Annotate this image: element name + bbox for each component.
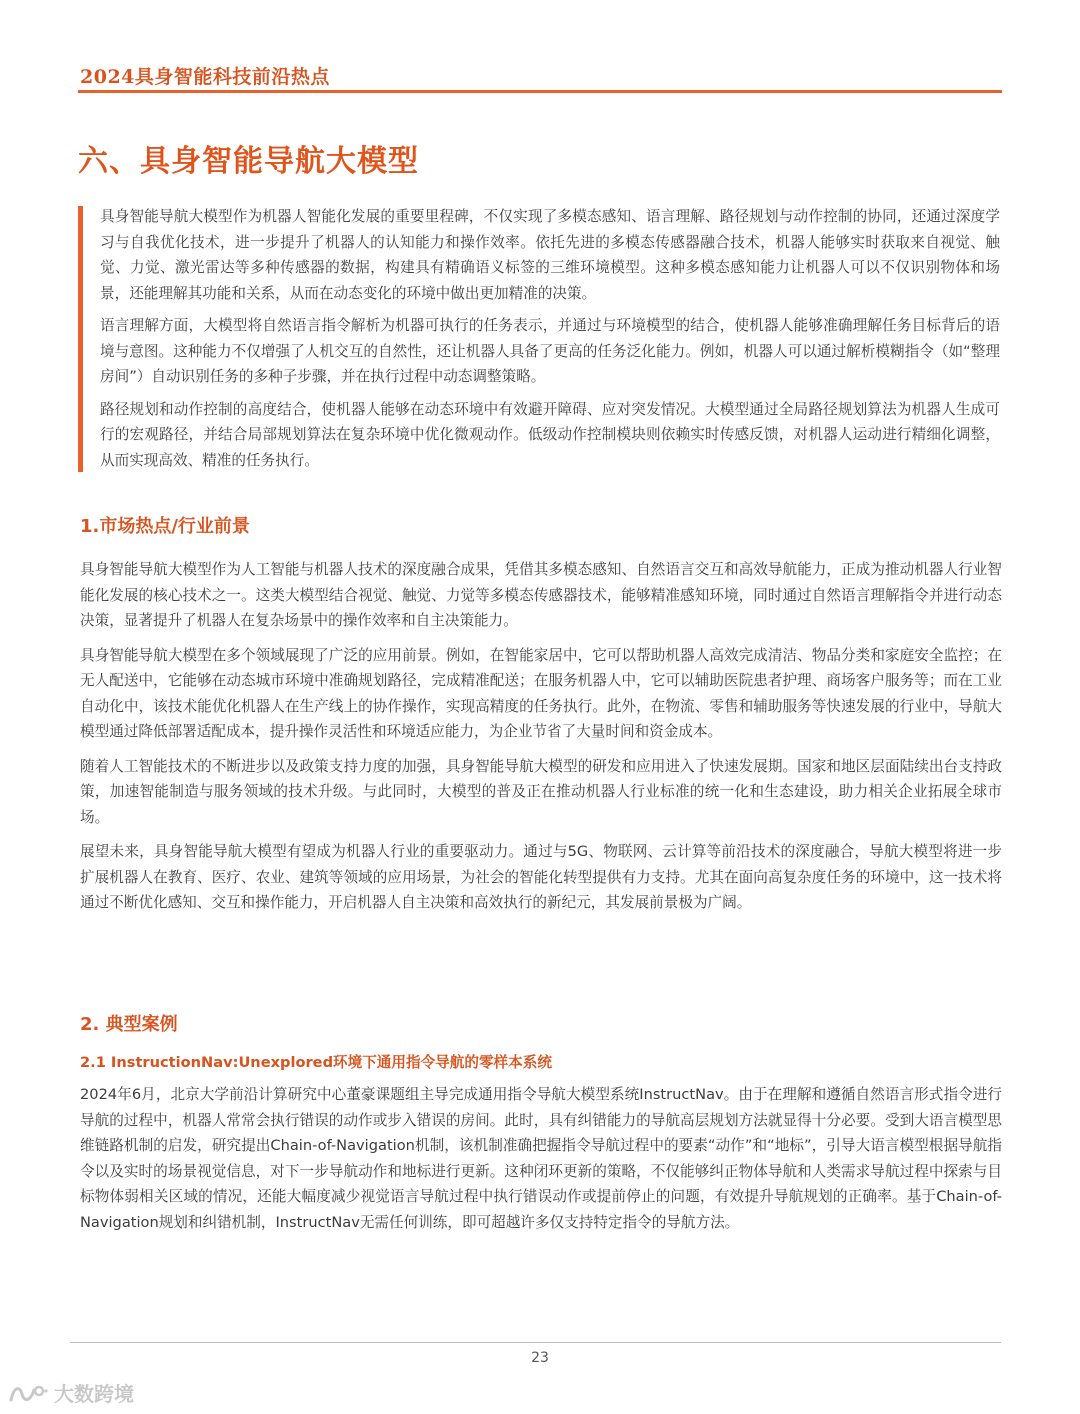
intro-paragraph: 路径规划和动作控制的高度结合，使机器人能够在动态环境中有效避开障碍、应对突发情况。大模型通过全局路径规划算法为机器人生成可行的宏观路径，并结合局部规划算法在复杂环境中优化微观动作。低级动作控制模块则依赖实时传感反馈，对机器人运动进行精细化调整，从而实现高效、精准的任务执行。: [100, 400, 1000, 469]
section-heading-market: 1.市场热点/行业前景: [80, 516, 250, 537]
watermark: [8, 1378, 134, 1407]
body-paragraph: 随着人工智能技术的不断进步以及政策支持力度的加强，具身智能导航大模型的研发和应用进入了快速发展期。国家和地区层面陆续出台支持政策，加速智能制造与服务领域的技术升级。与此同时，大模型的普及正在推动机器人行业标准的统一化和生态建设，助力相关企业拓展全球市场。: [80, 757, 1002, 826]
intro-paragraph: 具身智能导航大模型作为机器人智能化发展的重要里程碑，不仅实现了多模态感知、语言理解、路径规划与动作控制的协同，还通过深度学习与自我优化技术，进一步提升了机器人的认知能力和操作效率。依托先进的多模态传感器融合技术，机器人能够实时获取来自视觉、触觉、力觉、激光雷达等多种传感器的数据，构建具有精确语义标签的三维环境模型。这种多模态感知能力让机器人可以不仅识别物体和场景，还能理解其功能和关系，从而在动态变化的环境中做出更加精准的决策。: [100, 208, 1000, 302]
header-divider: [78, 90, 1002, 93]
subsection-heading-instructnav: 2.1 InstructionNav:Unexplored环境下通用指令导航的零样本系统: [80, 1054, 552, 1071]
body-paragraph: 具身智能导航大模型在多个领域展现了广泛的应用前景。例如，在智能家居中，它可以帮助机器人高效完成清洁、物品分类和家庭安全监控；在无人配送中，它能够在动态城市环境中准确规划路径，完成精准配送；在服务机器人中，它可以辅助医院患者护理、商场客户服务等；而在工业自动化中，该技术能优化机器人在生产线上的协作操作，实现高精度的任务执行。此外，在物流、零售和辅助服务等快速发展的行业中，导航大模型通过降低部署适配成本，提升操作灵活性和环境适应能力，为企业节省了大量时间和资金成本。: [80, 646, 1002, 740]
footer-divider: [70, 1342, 1001, 1343]
intro-callout: [78, 204, 1002, 472]
chapter-title: 六、具身智能导航大模型: [78, 144, 419, 179]
section-cases-body: [80, 1082, 1002, 1244]
body-paragraph: 展望未来，具身智能导航大模型有望成为机器人行业的重要驱动力。通过与5G、物联网、云计算等前沿技术的深度融合，导航大模型将进一步扩展机器人在教育、医疗、农业、建筑等领域的应用场景，为社会的智能化转型提供有力支持。尤其在面向高复杂度任务的环境中，这一技术将通过不断优化感知、交互和操作能力，开启机器人自主决策和高效执行的新纪元，其发展前景极为广阔。: [80, 843, 1002, 911]
callout-accent-bar: [78, 206, 83, 472]
running-header: 2024具身智能科技前沿热点: [80, 66, 330, 88]
body-paragraph: 具身智能导航大模型作为人工智能与机器人技术的深度融合成果，凭借其多模态感知、自然语言交互和高效导航能力，正成为推动机器人行业智能化发展的核心技术之一。这类大模型结合视觉、触觉、力觉等多模态传感器技术，能够精准感知环境，同时通过自然语言理解指令并进行动态决策，显著提升了机器人在复杂场景中的操作效率和自主决策能力。: [80, 561, 1002, 629]
watermark-text: 大数跨境: [54, 1382, 134, 1406]
body-paragraph: 2024年6月，北京大学前沿计算研究中心董豪课题组主导完成通用指令导航大模型系统InstructNav。由于在理解和遵循自然语言形式指令进行导航的过程中，机器人常常会执行错误的动作或步入错误的房间。此时，具有纠错能力的导航高层规划方法就显得十分必要。受到大语言模型思维链路机制的启发，研究提出Chain-of-Navigation机制，该机制准确把握指令导航过程中的要素“动作”和“地标”，引导大语言模型根据导航指令以及实时的场景视觉信息，对下一步导航动作和地标进行更新。这种闭环更新的策略，不仅能够纠正物体导航和人类需求导航过程中探索与目标物体弱相关区域的情况，还能大幅度减少视觉语言导航过程中执行错误动作或提前停止的问题，有效提升导航规划的正确率。基于Chain-of-Navigation规划和纠错机制，InstructNav无需任何训练，即可超越许多仅支持特定指令的导航方法。: [80, 1086, 1002, 1231]
section-market-body: [80, 557, 1002, 925]
section-heading-cases: 2. 典型案例: [80, 1014, 178, 1035]
wechat-channel-icon: [8, 1380, 48, 1406]
intro-paragraph: 语言理解方面，大模型将自然语言指令解析为机器可执行的任务表示，并通过与环境模型的结合，使机器人能够准确理解任务目标背后的语境与意图。这种能力不仅增强了人机交互的自然性，还让机器人具备了更高的任务泛化能力。例如，机器人可以通过解析模糊指令（如“整理房间”）自动识别任务的多种子步骤，并在执行过程中动态调整策略。: [100, 317, 1000, 385]
page-number: 23: [531, 1350, 549, 1366]
